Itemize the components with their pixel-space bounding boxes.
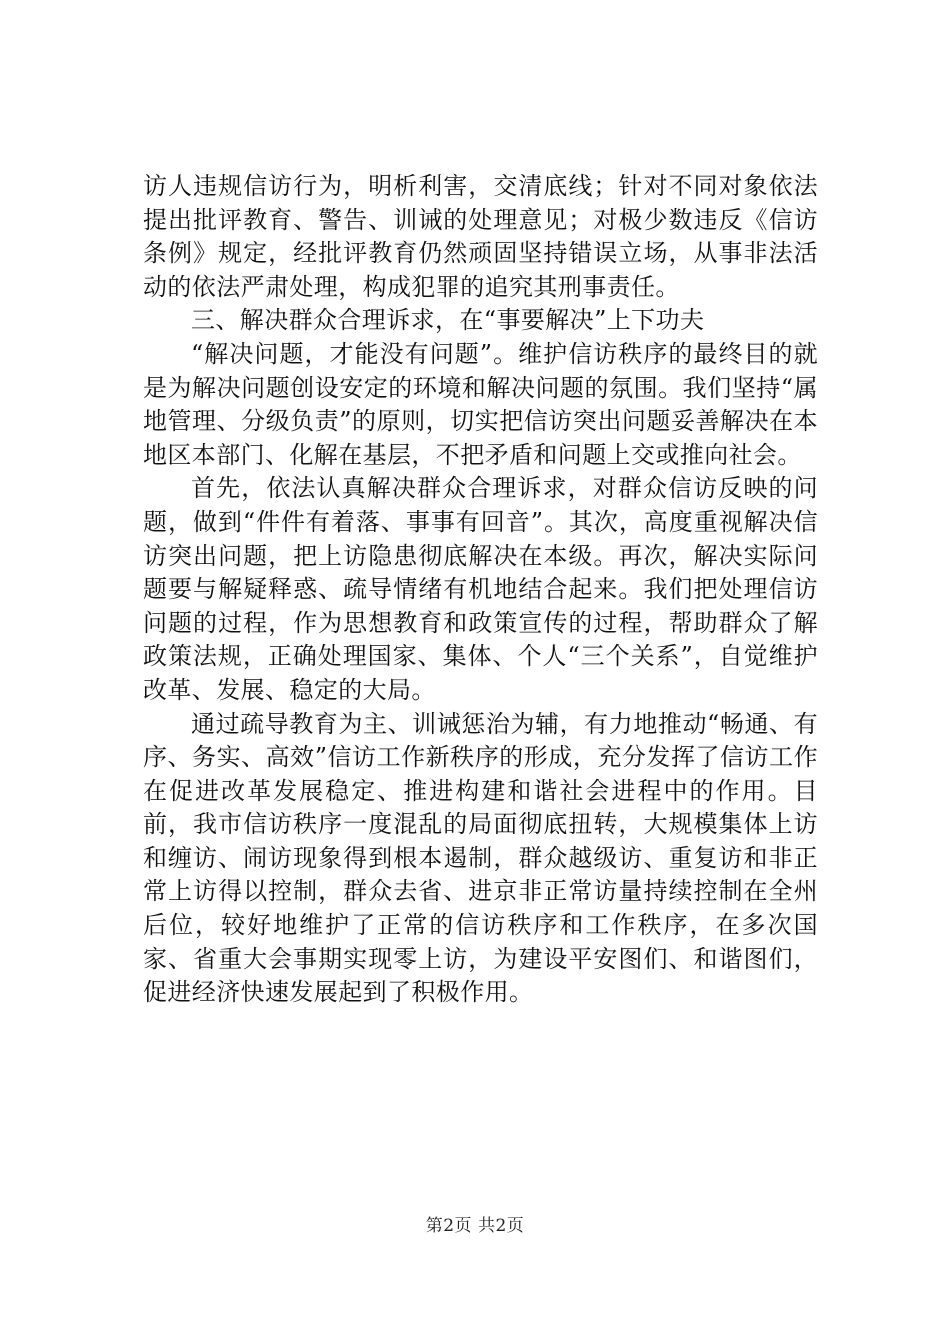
page-footer: 第2页 共2页 bbox=[425, 1216, 525, 1236]
section-heading: 三、解决群众合理诉求，在“事要解决”上下功夫 bbox=[191, 306, 705, 335]
paragraph: 首先，依法认真解决群众合理诉求，对群众信访反映的问题，做到“件件有着落、事事有回音”。其次，高度重视解决信访突出问题，把上访隐患彻底解决在本级。再次，解决实际问题要与解疑释惑、疏导情绪有机地结合起来。我们把处理信访问题的过程，作为思想教育和政策宣传的过程，帮助群众了解政策法规，正确处理国家、集体、个人“三个关系”，自觉维护改革、发展、稳定的大局。 bbox=[143, 474, 818, 704]
document-body bbox=[143, 170, 818, 1010]
paragraph: 通过疏导教育为主、训诫惩治为辅，有力地推动“畅通、有序、务实、高效”信访工作新秩序的形成，充分发挥了信访工作在促进改革发展稳定、推进构建和谐社会进程中的作用。目前，我市信访秩序一度混乱的局面彻底扭转，大规模集体上访和缠访、闹访现象得到根本遏制，群众越级访、重复访和非正常上访得以控制，群众去省、进京非正常访量持续控制在全州后位，较好地维护了正常的信访秩序和工作秩序，在多次国家、省重大会事期实现零上访，为建设平安图们、和谐图们，促进经济快速发展起到了积极作用。 bbox=[143, 709, 818, 1007]
paragraph: “解决问题，才能没有问题”。维护信访秩序的最终目的就是为解决问题创设安定的环境和解决问题的氛围。我们坚持“属地管理、分级负责”的原则，切实把信访突出问题妥善解决在本地区本部门、化解在基层，不把矛盾和问题上交或推向社会。 bbox=[143, 339, 818, 469]
paragraph: 访人违规信访行为，明析利害，交清底线；针对不同对象依法提出批评教育、警告、训诫的处理意见；对极少数违反《信访条例》规定，经批评教育仍然顽固坚持错误立场，从事非法活动的依法严肃处理，构成犯罪的追究其刑事责任。 bbox=[143, 172, 818, 301]
